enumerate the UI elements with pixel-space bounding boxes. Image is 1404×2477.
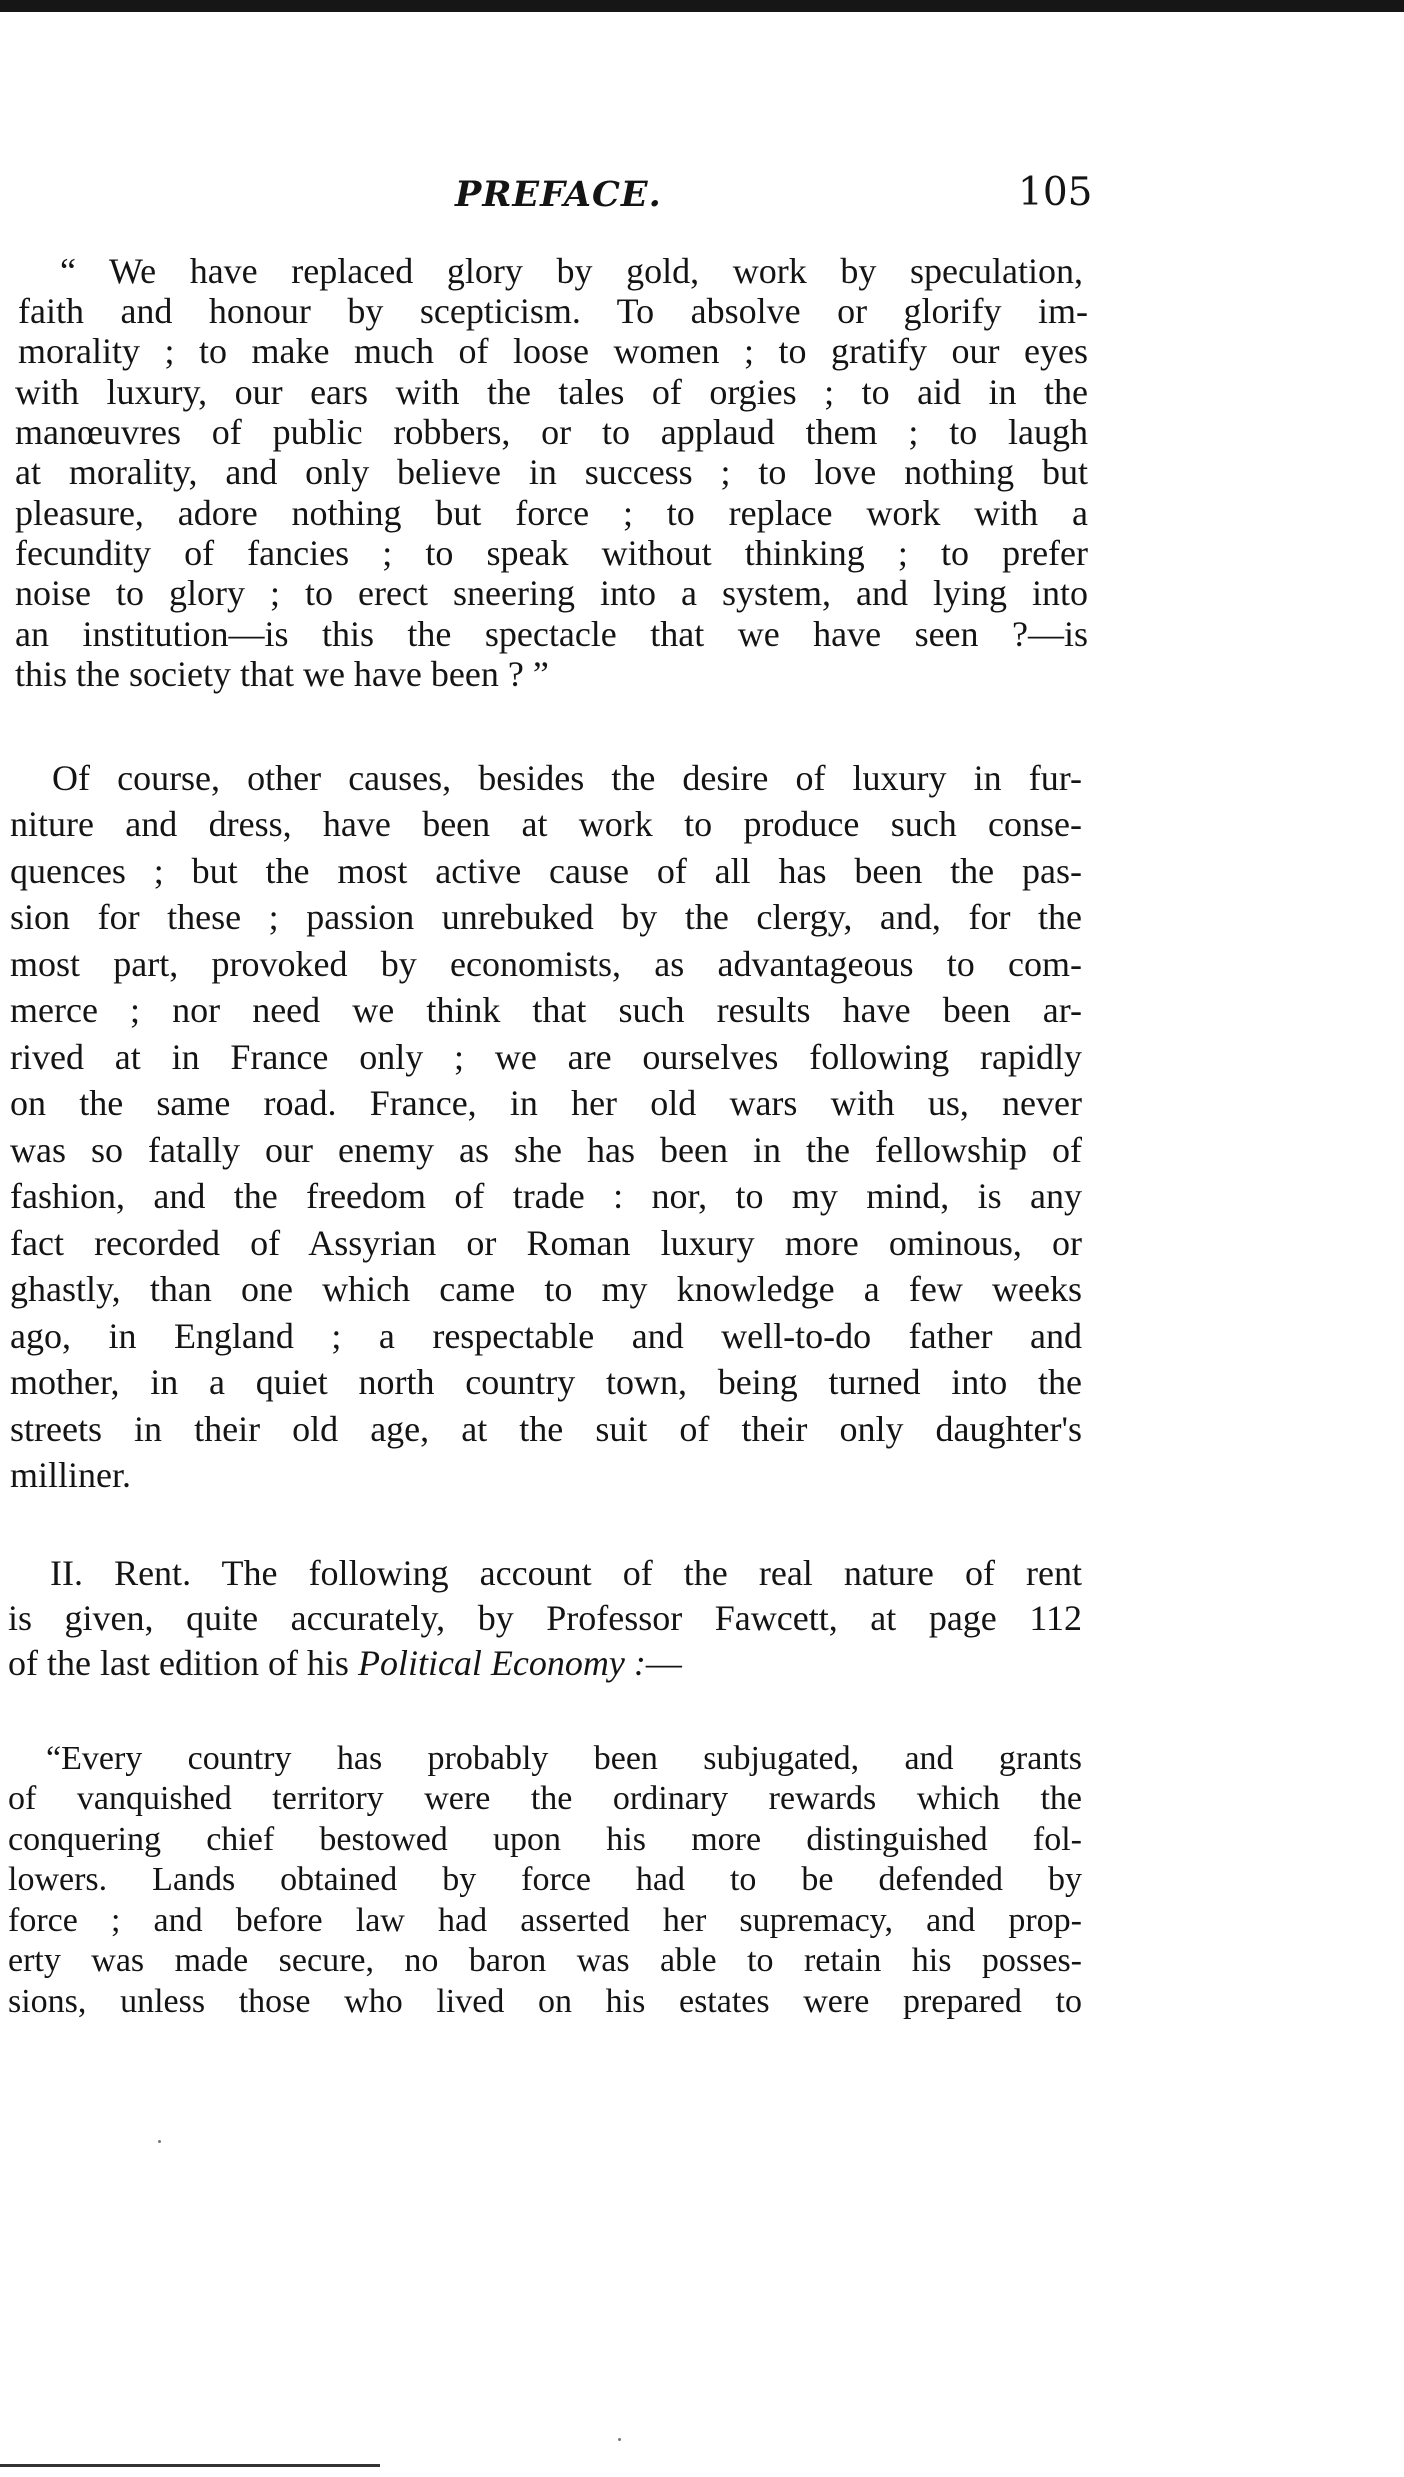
paragraph-line: fact recorded of Assyrian or Roman luxury more ominous, or [10,1223,1082,1263]
paragraph-line: was so fatally our enemy as she has been in the fellowship of [10,1130,1082,1170]
quote1-line: pleasure, adore nothing but force ; to replace work with a [15,493,1088,533]
quote1-line: noise to glory ; to erect sneering into a system, and lying into [15,573,1088,613]
bottom-scan-edge [0,2464,380,2467]
quote2-line: conquering chief bestowed upon his more distinguished fol- [8,1821,1082,1858]
running-header [0,168,1404,228]
page-number: 105 [1018,170,1093,215]
quote1-line: this the society that we have been ? ” [15,654,549,694]
rent-line: is given, quite accurately, by Professor Fawcett, at page 112 [8,1598,1082,1638]
paragraph-line: quences ; but the most active cause of all has been the pas- [10,851,1082,891]
quote2-line: sions, unless those who lived on his estates were prepared to [8,1983,1082,2020]
paragraph-line: on the same road. France, in her old wars with us, never [10,1083,1082,1123]
quote1-line: fecundity of fancies ; to speak without thinking ; to prefer [15,533,1088,573]
running-title: PREFACE. [455,174,662,215]
book-title-political-economy: Political Economy : [357,1643,646,1683]
paragraph-line: mother, in a quiet north country town, being turned into the [10,1362,1082,1402]
quote2-line: lowers. Lands obtained by force had to be defended by [8,1861,1082,1898]
paragraph-line: milliner. [10,1455,131,1495]
rent-line-dash: — [645,1643,682,1683]
quote1-line: faith and honour by scepticism. To absolve or glorify im- [18,291,1088,331]
scan-speck [618,2438,621,2441]
quote1-line: an institution—is this the spectacle that we have seen ?—is [15,614,1088,654]
quote2-line: erty was made secure, no baron was able to retain his posses- [8,1942,1082,1979]
paragraph-line: Of course, other causes, besides the desire of luxury in fur- [52,758,1082,798]
paragraph-line: streets in their old age, at the suit of their only daughter's [10,1409,1082,1449]
quote1-line: morality ; to make much of loose women ; to gratify our eyes [18,331,1088,371]
rent-line: II. Rent. The following account of the real nature of rent [50,1553,1082,1593]
top-border-rule [0,0,1404,12]
quote2-line: of vanquished territory were the ordinary rewards which the [8,1780,1082,1817]
paragraph-line: ghastly, than one which came to my knowledge a few weeks [10,1269,1082,1309]
quote1-line: at morality, and only believe in success ; to love nothing but [15,452,1088,492]
paragraph-line: rived at in France only ; we are ourselves following rapidly [10,1037,1082,1077]
paragraph-line: ago, in England ; a respectable and well-to-do father and [10,1316,1082,1356]
quote2-line: “Every country has probably been subjugated, and grants [46,1740,1082,1777]
paragraph-line: niture and dress, have been at work to produce such conse- [10,804,1082,844]
rent-line [8,1642,682,1684]
paragraph-line: merce ; nor need we think that such results have been ar- [10,990,1082,1030]
scan-speck [158,2140,161,2143]
paragraph-line: most part, provoked by economists, as advantageous to com- [10,944,1082,984]
quote1-line: “ We have replaced glory by gold, work by speculation, [60,251,1083,291]
paragraph-line: sion for these ; passion unrebuked by the clergy, and, for the [10,897,1082,937]
paragraph-line: fashion, and the freedom of trade : nor, to my mind, is any [10,1176,1082,1216]
quote1-line: manœuvres of public robbers, or to applaud them ; to laugh [15,412,1088,452]
quote1-line: with luxury, our ears with the tales of orgies ; to aid in the [15,372,1088,412]
rent-line-text: of the last edition of his [8,1643,358,1683]
quote2-line: force ; and before law had asserted her supremacy, and prop- [8,1902,1082,1939]
